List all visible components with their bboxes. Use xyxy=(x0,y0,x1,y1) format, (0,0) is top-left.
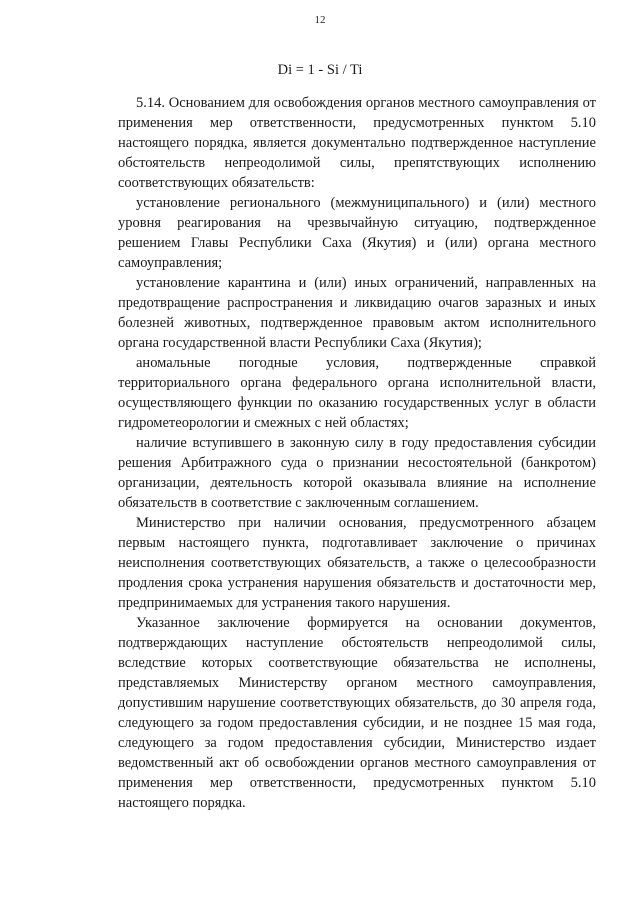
body-text xyxy=(118,93,596,813)
paragraph-5-14: 5.14. Основанием для освобождения органов местного самоуправления от применения мер ответственности, предусмотренных пунктом 5.10 настоящего порядка, является документально подтвержденное наступление обстоятельств непреодолимой силы, препятствующих исполнению соответствующих обязательств: xyxy=(118,95,596,191)
paragraph-weather: аномальные погодные условия, подтвержденные справкой территориального органа федерального органа исполнительной власти, осуществляющего функции по оказанию государственных услуг в области гидрометеорологии и смежных с ней областях; xyxy=(118,355,596,431)
paragraph-ministry-conclusion: Министерство при наличии основания, предусмотренного абзацем первым настоящего пункта, подготавливает заключение о причинах неисполнения соответствующих обязательств, а также о целесообразности продления срока устранения нарушения обязательств и достаточности мер, предпринимаемых для устранения такого нарушения. xyxy=(118,515,596,611)
paragraph-quarantine: установление карантина и (или) иных ограничений, направленных на предотвращение распространения и ликвидацию очагов заразных и иных болезней животных, подтвержденное правовым актом исполнительного органа государственной власти Республики Саха (Якутия); xyxy=(118,275,596,351)
paragraph-bankruptcy: наличие вступившего в законную силу в году предоставления субсидии решения Арбитражного суда о признании несостоятельной (банкротом) организации, деятельность которой оказывала влияние на исполнение обязательств в соответствие с заключенным соглашением. xyxy=(118,435,596,511)
paragraph-conclusion-basis: Указанное заключение формируется на основании документов, подтверждающих наступление обстоятельств непреодолимой силы, вследствие которых соответствующие обязательства не исполнены, представляемых Министерству органом местного самоуправления, допустившим нарушение соответствующих обязательств, до 30 апреля года, следующего за годом предоставления субсидии, и не позднее 15 мая года, следующего за годом предоставления субсидии, Министерство издает ведомственный акт об освобождении органов местного самоуправления от применения мер ответственности, предусмотренных пунктом 5.10 настоящего порядка. xyxy=(118,615,596,811)
page-number: 12 xyxy=(314,14,326,26)
paragraph-emergency: установление регионального (межмуниципального) и (или) местного уровня реагирования на чрезвычайную ситуацию, подтвержденное решением Главы Республики Саха (Якутия) и (или) органа местного самоуправления; xyxy=(118,195,596,271)
formula: Di = 1 - Si / Ti xyxy=(277,62,363,78)
